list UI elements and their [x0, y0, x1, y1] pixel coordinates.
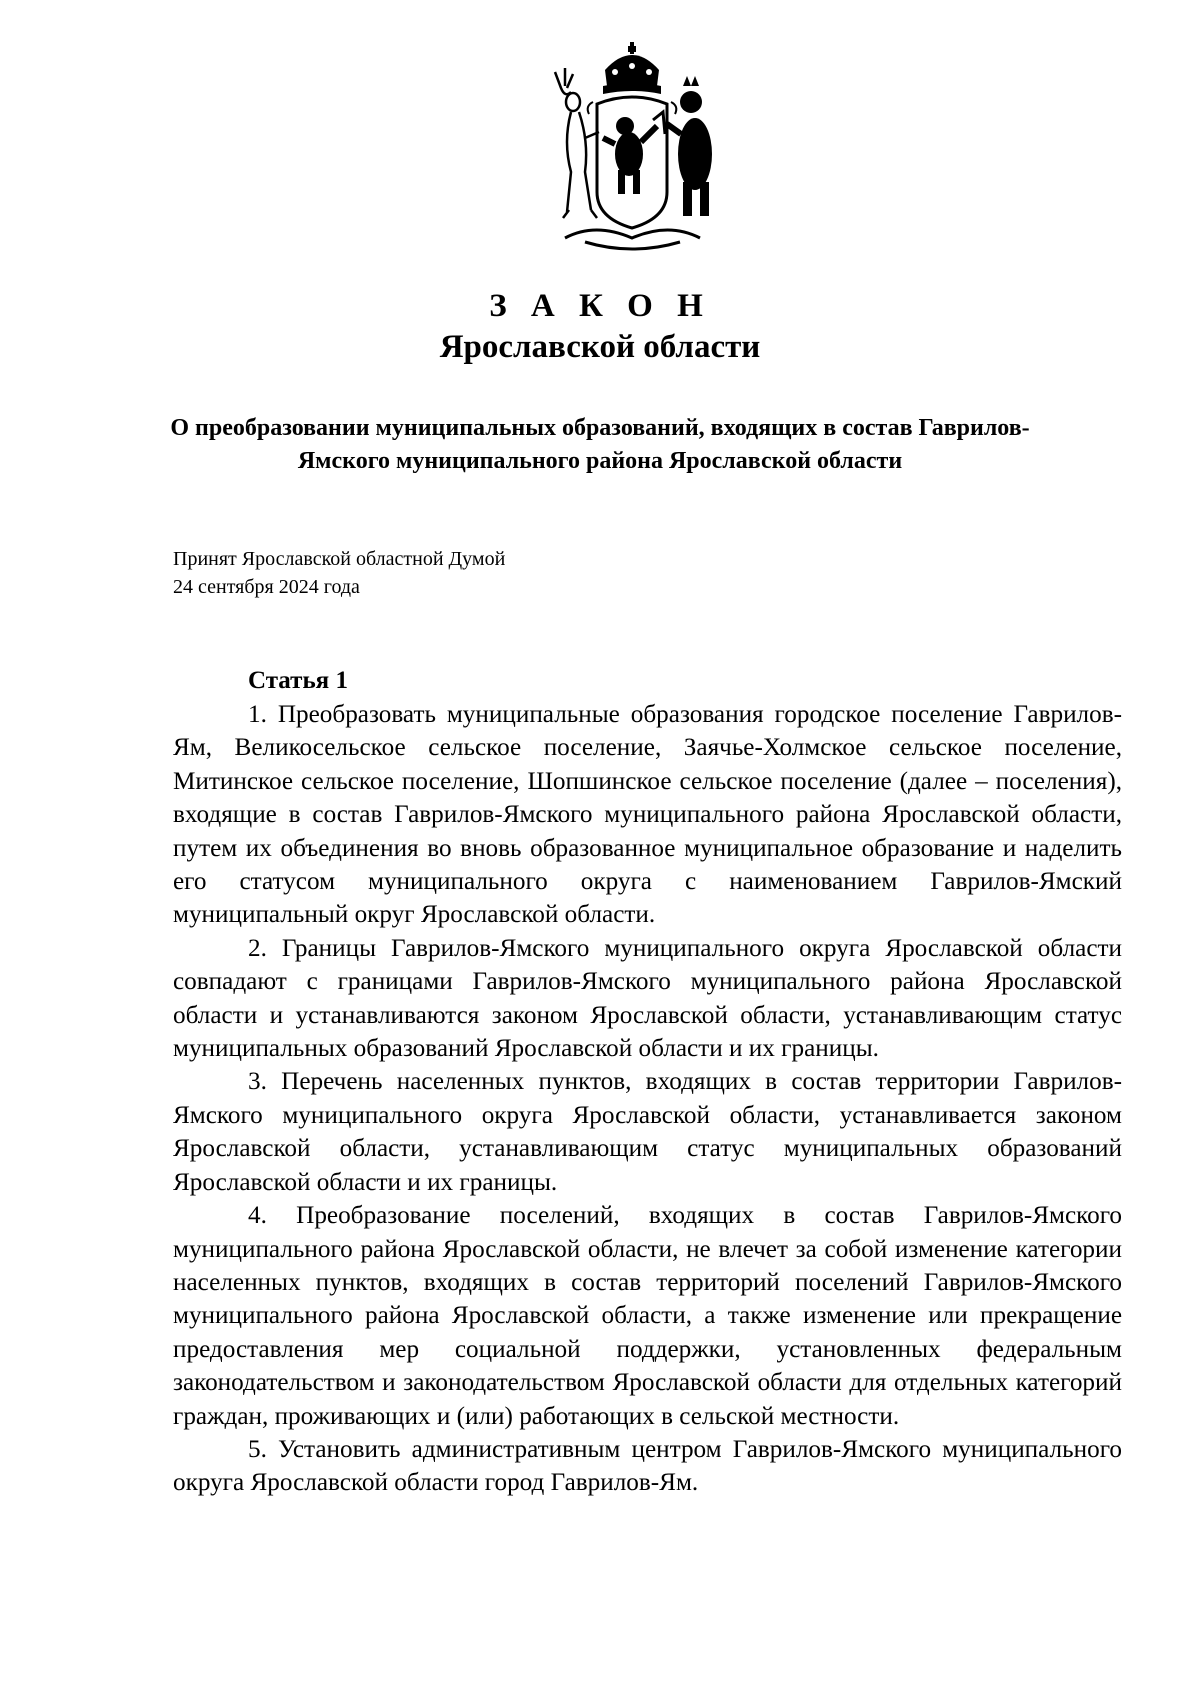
article-paragraph: 1. Преобразовать муниципальные образования городское поселение Гаврилов-Ям, Великосельское сельское поселение, Заячье-Холмское сельское поселение, Митинское сельское поселение, Шопшинское сельское поселение (далее – поселения), входящие в состав Гаврилов-Ямского муниципального района Ярославской области, путем их объединения во вновь образованное муниципальное образование и наделить его статусом муниципального округа с наименованием Гаврилов-Ямский муниципальный округ Ярославской области.: [173, 701, 1122, 929]
article-body: [173, 698, 1122, 1500]
article-paragraph: 4. Преобразование поселений, входящих в состав Гаврилов-Ямского муниципального района Ярославской области, не влечет за собой изменение категории населенных пунктов, входящих в состав территорий поселений Гаврилов-Ямского муниципального района Ярославской области, а также изменение или прекращение предоставления мер социальной поддержки, установленных федеральным законодательством и законодательством Ярославской области для отдельных категорий граждан, проживающих и (или) работающих в сельской местности.: [173, 1202, 1122, 1430]
coat-of-arms-icon: [545, 42, 720, 256]
adoption-info: [173, 545, 505, 601]
article-paragraph: 2. Границы Гаврилов-Ямского муниципального округа Ярославской области совпадают с границами Гаврилов-Ямского муниципального района Ярославской области и устанавливаются законом Ярославской области, устанавливающим статус муниципальных образований Ярославской области и их границы.: [173, 934, 1122, 1063]
adopted-date: 24 сентября 2024 года: [173, 576, 360, 598]
article-heading: Статья 1: [248, 667, 348, 694]
article-paragraph: 3. Перечень населенных пунктов, входящих в состав территории Гаврилов-Ямского муниципального округа Ярославской области, устанавливается законом Ярославской области, устанавливающим статус муниципальных образований Ярославской области и их границы.: [173, 1068, 1122, 1196]
document-title: З А К О Н: [489, 288, 711, 324]
law-subject: О преобразовании муниципальных образований, входящих в состав Гаврилов-Ямского муниципального района Ярославской области: [170, 415, 1030, 474]
adopted-by: Принят Ярославской областной Думой: [173, 548, 506, 570]
document-subtitle: Ярославской области: [439, 329, 761, 365]
crown-icon: [603, 42, 661, 94]
article-paragraph: 5. Установить административным центром Гаврилов-Ямского муниципального округа Ярославской области город Гаврилов-Ям.: [173, 1435, 1122, 1497]
deer-supporter-icon: [555, 68, 599, 218]
bear-supporter-icon: [667, 76, 712, 216]
